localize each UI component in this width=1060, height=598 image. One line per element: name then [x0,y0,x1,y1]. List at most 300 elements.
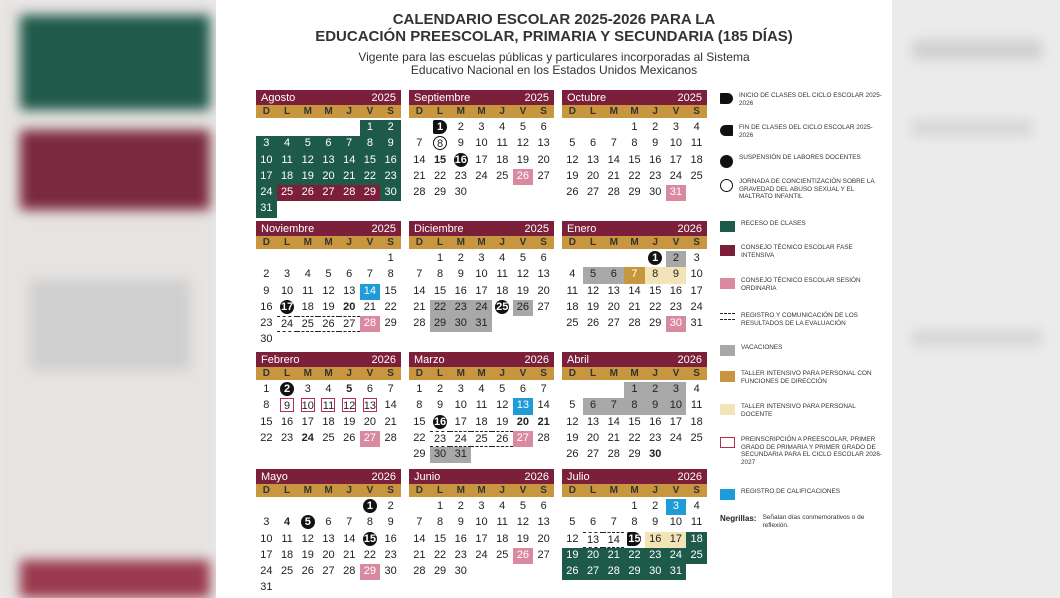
empty-cell [339,120,360,136]
day-cell: 22 [360,169,381,185]
day-cell: 6 [603,267,624,283]
day-cell: 15 [260,415,273,428]
month-year: 2025 [524,222,549,235]
weekday-label: V [672,485,680,496]
day-cell: 10 [666,398,687,414]
day-grid [409,382,554,463]
day-cell: 19 [586,300,600,313]
month-name: Enero [567,222,597,235]
title-line-1: CALENDARIO ESCOLAR 2025-2026 PARA LA [392,11,716,28]
weekday-label: L [590,237,597,248]
day-cell: 9 [263,284,270,297]
day-grid [256,382,401,447]
legend-text: JORNADA DE CONCIENTIZACIÓN SOBRE LA GRAVEDAD DEL ABUSO SEXUAL Y EL MALTRATO INFANTIL [739,178,875,201]
month-header [562,469,707,484]
legend-text: VACACIONES [741,344,783,351]
day-cell: 1 [624,382,645,398]
day-cell: 27 [537,300,550,313]
day-cell: 24 [450,431,471,447]
day-cell: 26 [566,186,579,199]
day-cell: 14 [339,153,360,169]
day-cell: 30 [454,565,467,578]
day-cell: 19 [566,169,579,182]
legend-item [720,370,886,385]
day-cell: 21 [413,548,426,561]
day-cell: 2 [277,382,298,398]
legend-text: RECESO DE CLASES [741,220,806,227]
day-cell: 14 [413,532,426,545]
day-cell: 18 [690,415,703,428]
weekday-label: J [499,368,505,379]
day-cell: 18 [280,548,294,561]
weekday-label: V [519,368,527,379]
day-cell: 20 [607,300,620,313]
day-cell: 18 [496,153,509,166]
day-cell: 25 [690,431,703,444]
blurred-background-left [0,0,216,598]
day-cell: 19 [516,532,530,545]
weekday-label: S [540,368,547,379]
day-cell: 26 [343,431,356,444]
month-header [562,90,707,105]
empty-cell [339,499,360,515]
day-cell: 3 [263,516,270,529]
day-cell: 18 [690,153,703,166]
day-cell: 6 [540,252,547,264]
day-cell: 13 [513,398,534,414]
day-cell: 24 [475,169,488,182]
day-cell: 12 [516,268,530,281]
day-cell: 22 [363,548,377,561]
empty-cell [603,251,624,267]
day-cell: 12 [516,137,530,150]
day-cell: 4 [693,500,700,512]
day-cell: 22 [413,431,426,444]
day-cell: 9 [652,516,659,529]
weekday-header [409,367,554,380]
day-cell: 9 [387,516,394,529]
legend-item [720,488,886,500]
legend-item [720,220,886,232]
weekday-label: J [346,237,352,248]
day-cell: 29 [384,317,397,330]
day-cell: 3 [304,383,311,395]
day-cell: 28 [339,185,360,201]
weekday-label: L [590,106,597,117]
empty-cell [603,382,624,398]
day-cell: 11 [302,284,314,297]
legend-text: SUSPENSIÓN DE LABORES DOCENTES [739,154,861,161]
day-cell: 26 [586,317,600,330]
day-cell: 27 [322,565,335,578]
day-cell: 28 [343,565,356,578]
month-name: Marzo [414,353,445,366]
weekday-label: L [437,485,444,496]
weekday-label: M [630,485,639,496]
weekday-header [256,367,401,380]
day-cell: 20 [322,548,335,561]
day-cell: 9 [380,136,401,152]
weekday-label: M [609,485,618,496]
day-cell: 29 [413,448,426,461]
weekday-label: V [519,485,527,496]
weekday-label: M [456,485,465,496]
day-cell: 28 [413,565,426,578]
weekday-header [256,236,401,249]
day-cell: 22 [260,431,273,444]
day-cell: 6 [366,383,373,395]
bold-note-label: Negrillas: [720,514,757,523]
day-cell: 24 [471,300,492,316]
day-cell: 1 [631,121,638,133]
day-cell: 24 [301,431,314,444]
weekday-label: M [303,106,312,117]
weekday-label: J [346,106,352,117]
day-cell: 30 [649,186,662,199]
day-cell: 19 [301,548,314,561]
day-cell: 1 [437,500,444,512]
month-year: 2026 [524,470,549,483]
month-name: Febrero [261,353,300,366]
day-cell: 5 [569,516,576,529]
day-cell: 3 [478,252,485,264]
empty-cell [583,499,604,515]
day-cell: 2 [457,252,464,264]
weekday-label: M [630,237,639,248]
month-noviembre [256,221,401,349]
weekday-header [256,105,401,118]
day-cell: 6 [325,516,332,529]
legend-text: INICIO DE CLASES DEL CICLO ESCOLAR 2025-2026 [739,92,882,107]
month-marzo [409,352,554,463]
weekday-label: S [540,237,547,248]
empty-cell [583,251,604,267]
month-header [409,90,554,105]
empty-cell [583,120,604,136]
month-julio [562,469,707,580]
day-cell: 12 [586,284,600,297]
weekday-header [562,367,707,380]
day-cell: 17 [256,169,277,185]
day-cell: 21 [339,169,360,185]
day-cell: 25 [496,169,509,182]
month-febrero [256,352,401,447]
day-cell: 11 [690,137,703,150]
month-year: 2025 [677,91,702,104]
day-cell: 1 [360,499,381,515]
day-cell: 8 [366,516,373,529]
weekday-label: M [324,368,333,379]
empty-cell [562,382,583,398]
day-cell: 16 [649,153,662,166]
day-cell: 6 [318,136,339,152]
day-cell: 23 [645,548,666,564]
day-cell: 28 [607,448,620,461]
day-cell: 14 [343,532,356,545]
day-cell: 28 [537,431,550,444]
day-cell: 23 [669,300,683,313]
weekday-label: J [652,237,658,248]
day-cell: 25 [322,431,335,444]
day-cell: 11 [496,268,508,281]
day-cell: 23 [260,317,273,330]
weekday-header [562,105,707,118]
weekday-label: M [456,237,465,248]
day-cell: 4 [693,383,700,395]
weekday-label: D [262,237,270,248]
day-cell: 20 [537,284,550,297]
weekday-label: V [519,106,527,117]
day-cell: 30 [666,316,687,332]
month-header [256,221,401,236]
day-cell: 21 [343,548,356,561]
day-cell: 4 [569,268,576,281]
day-cell: 1 [360,120,381,136]
day-cell: 11 [690,399,703,412]
day-cell: 23 [384,548,397,561]
legend-text: CONSEJO TÉCNICO ESCOLAR SESIÓN ORDINARIA [741,277,861,292]
day-cell: 1 [416,383,423,395]
day-cell: 19 [562,548,583,564]
empty-cell [318,251,339,267]
day-cell: 3 [478,500,485,512]
day-cell: 14 [537,399,550,412]
empty-cell [297,251,318,267]
day-cell: 26 [513,548,534,564]
weekday-label: M [456,368,465,379]
day-cell: 22 [628,431,641,444]
empty-cell [318,499,339,515]
day-cell: 15 [628,532,641,545]
month-abril [562,352,707,463]
day-cell: 15 [413,415,426,428]
day-cell: 9 [652,137,659,150]
day-cell: 13 [363,400,377,413]
day-cell: 17 [666,532,687,548]
day-cell: 29 [430,316,451,332]
month-header [409,221,554,236]
day-cell: 16 [454,153,467,166]
day-cell: 3 [666,499,687,515]
day-cell: 14 [360,284,381,300]
day-cell: 8 [437,268,444,281]
day-cell: 17 [475,284,488,297]
day-cell: 19 [343,415,356,428]
weekday-label: L [437,368,444,379]
day-cell: 31 [471,316,492,332]
day-cell: 21 [384,415,397,428]
weekday-label: L [437,237,444,248]
empty-cell [603,499,624,515]
day-cell: 28 [384,431,397,444]
day-cell: 27 [513,431,534,447]
day-cell: 23 [649,431,662,444]
end-marker-icon [720,125,733,136]
day-cell: 13 [583,532,604,548]
day-grid [256,251,401,349]
day-cell: 17 [475,532,488,545]
empty-cell [339,251,360,267]
weekday-label: S [540,106,547,117]
weekday-label: M [324,237,333,248]
day-cell: 7 [387,383,394,395]
month-year: 2026 [677,470,702,483]
day-cell: 12 [301,532,314,545]
day-cell: 1 [387,252,394,264]
day-cell: 16 [433,415,447,428]
day-cell: 31 [666,564,687,580]
legend-item [720,154,886,168]
day-cell: 21 [607,431,620,444]
day-cell: 17 [475,153,488,166]
day-cell: 1 [263,383,270,395]
weekday-label: M [456,106,465,117]
day-cell: 5 [519,500,526,512]
legend-text: TALLER INTENSIVO PARA PERSONAL DOCENTE [741,403,856,418]
day-cell: 12 [566,415,579,428]
bold-note [720,514,872,529]
empty-cell [624,251,645,267]
day-cell: 3 [693,252,700,264]
legend-item [720,244,886,259]
month-name: Noviembre [261,222,315,235]
month-name: Septiembre [414,91,471,104]
month-year: 2025 [371,222,396,235]
day-cell: 23 [380,169,401,185]
weekday-label: M [324,485,333,496]
weekday-label: V [672,368,680,379]
weekday-label: D [415,106,423,117]
weekday-label: M [609,237,618,248]
month-year: 2026 [677,222,702,235]
empty-cell [409,499,430,515]
day-cell: 8 [437,516,444,529]
day-cell: 17 [260,548,273,561]
day-cell: 8 [430,136,451,152]
empty-cell [318,120,339,136]
day-cell: 24 [260,565,273,578]
weekday-label: V [366,106,374,117]
month-year: 2026 [371,353,396,366]
day-cell: 30 [384,565,397,578]
weekday-label: M [324,106,333,117]
day-cell: 29 [360,564,381,580]
day-cell: 27 [537,548,550,561]
legend-text: PREINSCRIPCIÓN A PREESCOLAR, PRIMER GRADO DE PRIMARIA Y PRIMER GRADO DE SECUNDARIA PARA EL CICLO ESCOLAR 2026-2027 [741,436,882,466]
day-cell: 27 [537,169,550,182]
day-cell: 26 [513,300,534,316]
color-swatch-icon [720,245,735,256]
weekday-label: L [590,485,597,496]
weekday-label: V [672,237,680,248]
day-cell: 2 [387,500,394,512]
weekday-header [409,236,554,249]
color-swatch-icon [720,489,735,500]
weekday-label: V [366,485,374,496]
weekday-label: V [366,368,374,379]
month-header [409,469,554,484]
day-cell: 15 [433,532,447,545]
empty-cell [409,120,430,136]
day-cell: 7 [416,516,423,529]
weekday-label: S [387,485,394,496]
weekday-label: V [366,237,374,248]
day-cell: 12 [297,153,318,169]
day-cell: 5 [519,121,526,133]
day-cell: 21 [628,300,641,313]
day-cell: 20 [583,548,604,564]
day-cell: 26 [566,448,579,461]
day-cell: 30 [450,316,471,332]
day-cell: 12 [343,400,356,413]
empty-cell [297,499,318,515]
weekday-label: J [499,485,505,496]
weekday-label: V [672,106,680,117]
day-cell: 18 [496,532,509,545]
day-cell: 21 [607,169,620,182]
day-cell: 9 [457,268,464,281]
day-cell: 3 [256,136,277,152]
day-cell: 14 [607,153,620,166]
day-cell: 25 [471,431,492,447]
empty-cell [562,120,583,136]
day-cell: 16 [380,153,401,169]
title-line-2: EDUCACIÓN PREESCOLAR, PRIMARIA Y SECUNDARIA (185 DÍAS) [315,28,793,45]
day-cell: 15 [649,284,662,297]
day-cell: 7 [416,137,423,150]
weekday-label: M [303,368,312,379]
day-cell: 6 [540,121,547,133]
weekday-label: J [346,485,352,496]
color-swatch-icon [720,345,735,356]
weekday-label: L [284,106,291,117]
month-header [256,469,401,484]
weekday-label: S [693,106,700,117]
day-cell: 3 [666,382,687,398]
day-cell: 11 [322,400,335,413]
weekday-label: L [590,368,597,379]
weekday-label: M [609,106,618,117]
weekday-label: M [477,106,486,117]
day-cell: 13 [586,153,600,166]
day-cell: 16 [649,415,662,428]
empty-cell [583,382,604,398]
day-cell: 25 [566,317,579,330]
day-cell: 1 [437,252,444,264]
day-cell: 12 [322,284,335,297]
day-cell: 15 [433,153,447,166]
day-cell: 5 [583,267,604,283]
weekday-label: D [262,368,270,379]
weekday-label: J [499,106,505,117]
day-cell: 8 [416,399,423,412]
day-cell: 5 [297,136,318,152]
empty-cell [256,499,277,515]
day-cell: 30 [380,185,401,201]
day-cell: 13 [537,516,550,529]
day-cell: 4 [478,383,485,395]
day-cell: 8 [263,399,270,412]
day-cell: 17 [280,300,294,313]
day-cell: 22 [433,169,447,182]
dot-icon [720,155,733,168]
weekday-label: L [437,106,444,117]
day-cell: 18 [496,284,509,297]
day-cell: 20 [343,300,356,313]
calendar-sheet [216,0,892,598]
day-cell: 7 [339,136,360,152]
day-cell: 16 [454,284,467,297]
